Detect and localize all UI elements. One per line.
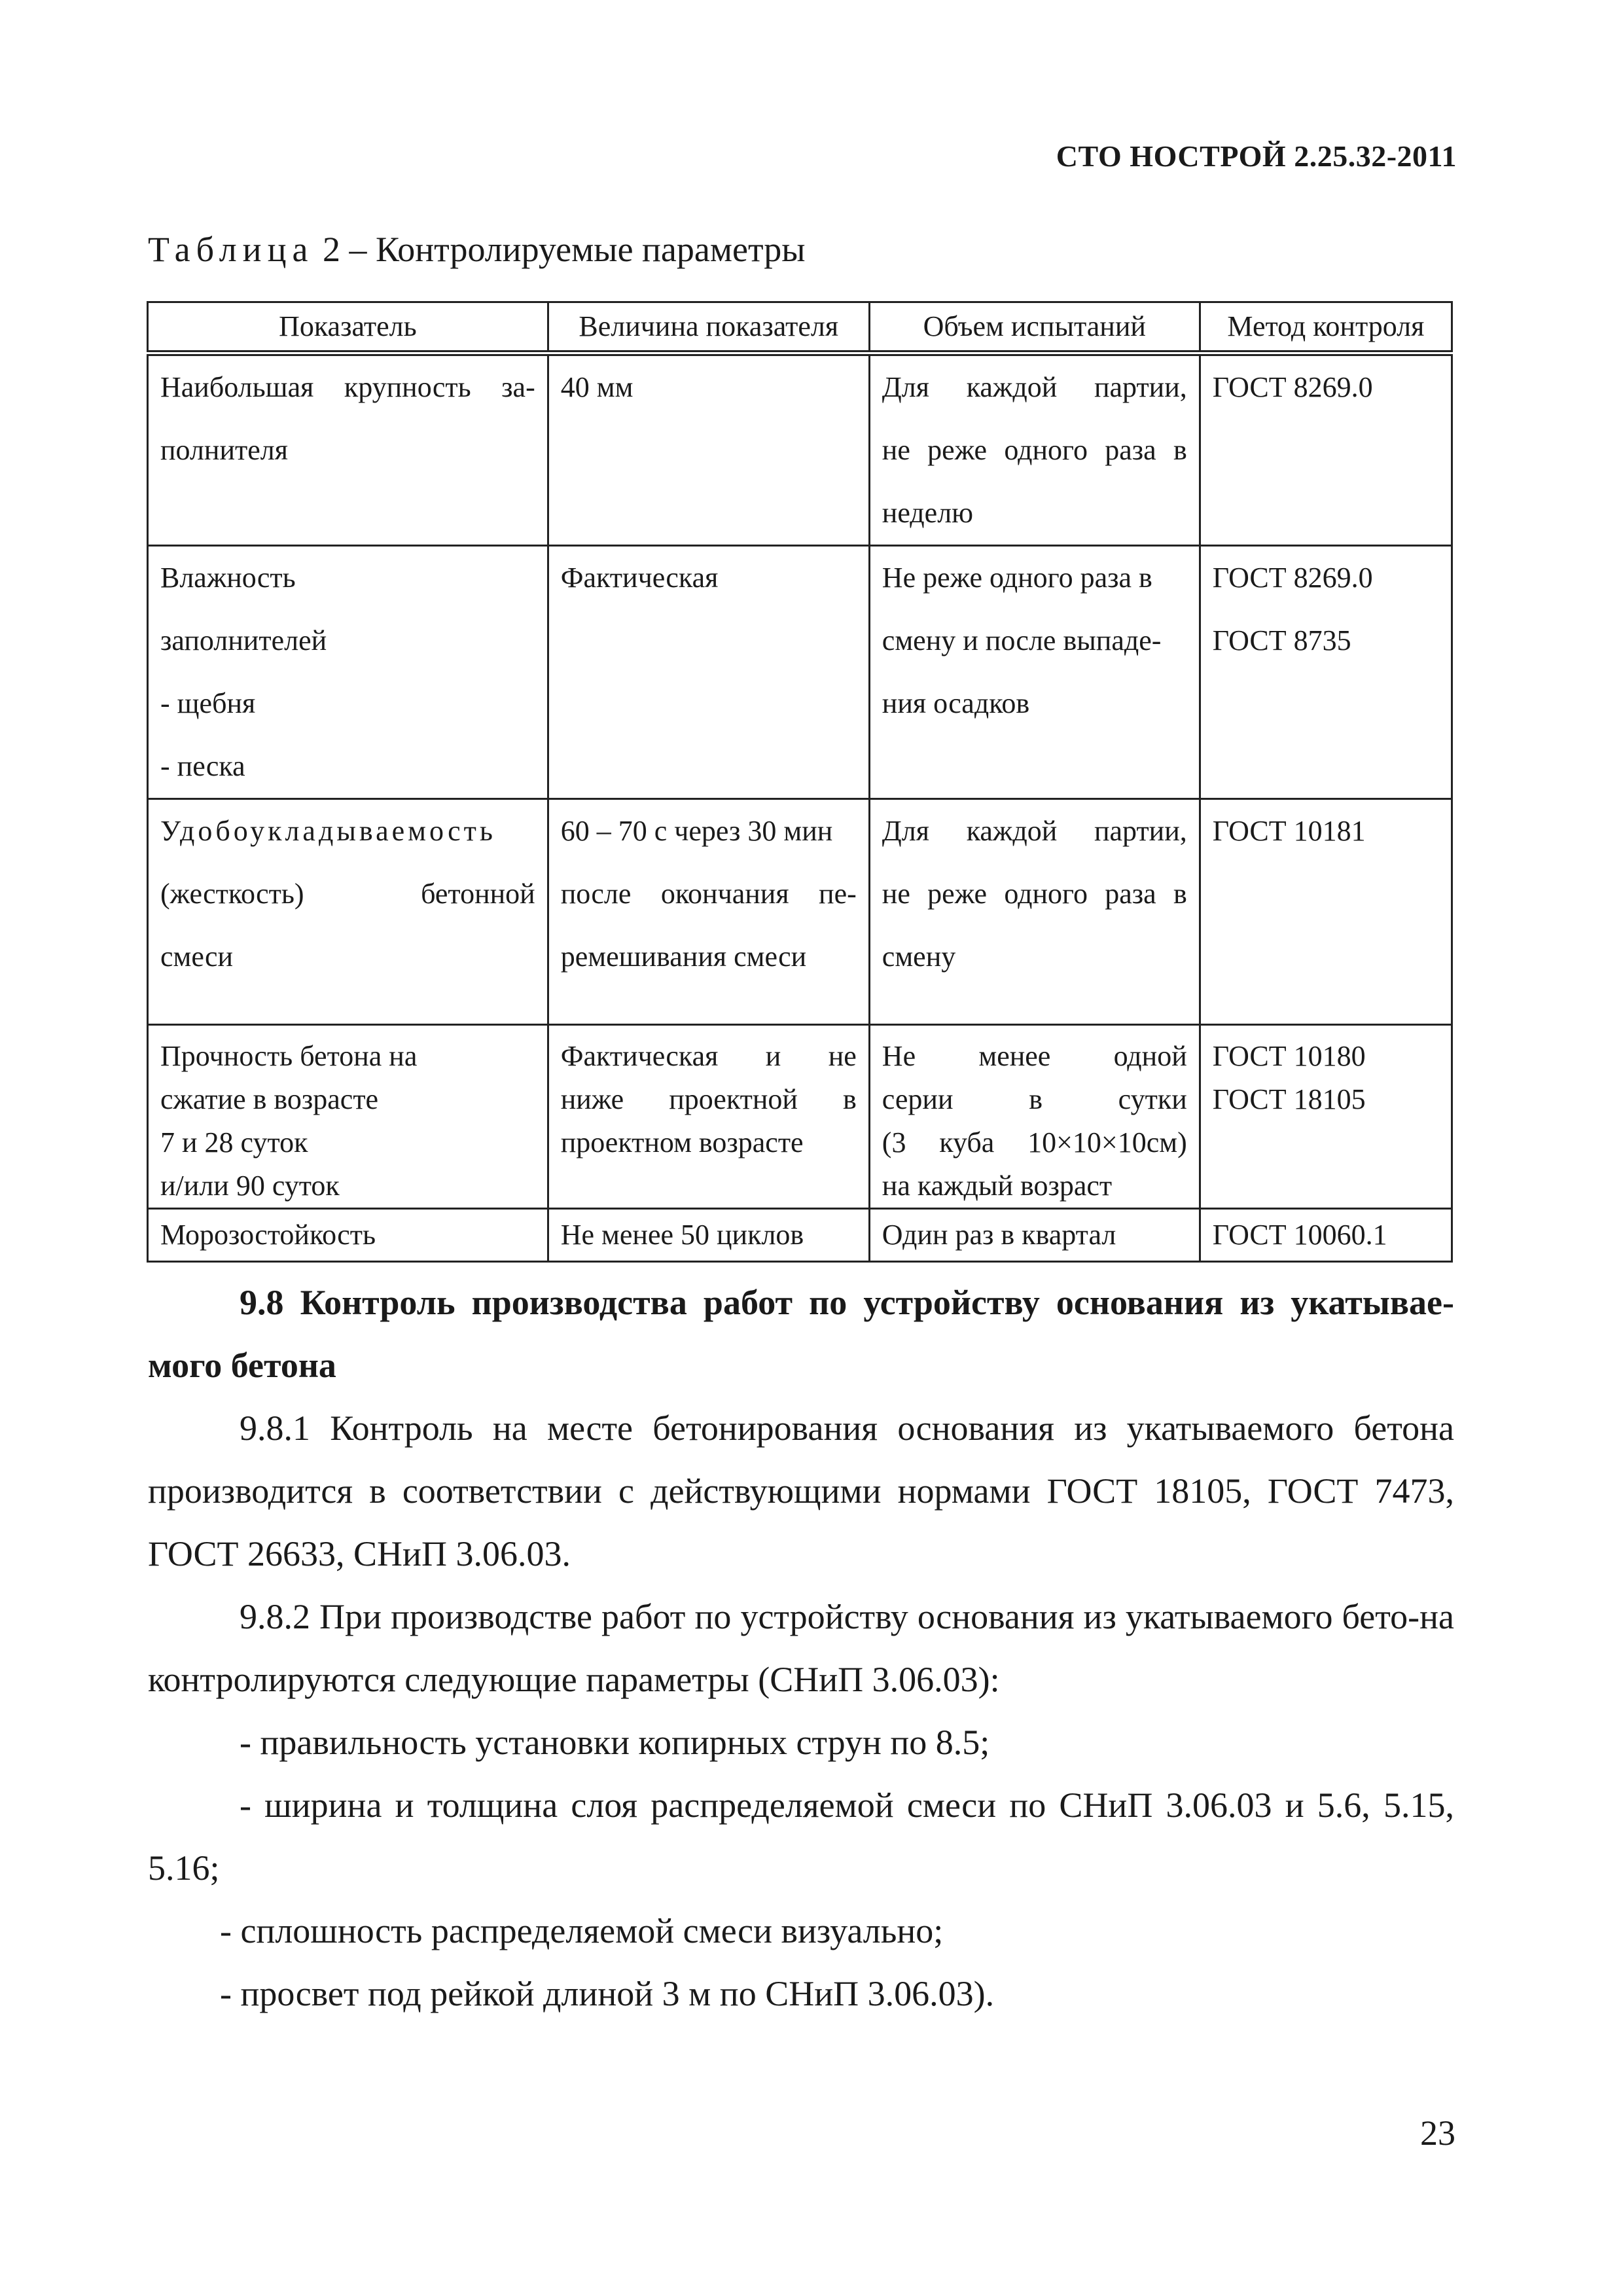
cell-line: Фактическая <box>560 562 719 594</box>
section-heading-line: мого бетона <box>148 1346 336 1385</box>
cell-value <box>548 1209 869 1262</box>
cell-line: Не менее одной <box>882 1040 1187 1072</box>
table-row <box>148 353 1452 546</box>
column-header-method: Метод контроля <box>1200 302 1452 353</box>
cell-line: Для каждой партии, <box>882 815 1187 847</box>
table-caption-number: 2 <box>322 230 340 269</box>
cell-line: ГОСТ 8269.0 <box>1212 371 1373 403</box>
column-header-volume: Объем испытаний <box>869 302 1200 353</box>
cell-line: ГОСТ 8735 <box>1212 624 1351 656</box>
list-item: - правильность установки копирных струн по 8.5; <box>240 1723 990 1762</box>
page-number: 23 <box>1420 2113 1455 2153</box>
cell-line: полнителя <box>160 434 288 466</box>
cell-line: ниже проектной в <box>560 1083 857 1115</box>
cell-line: не реже одного раза в <box>882 434 1187 466</box>
cell-method <box>1200 1025 1452 1209</box>
cell-volume <box>869 1025 1200 1209</box>
cell-line: ГОСТ 10060.1 <box>1212 1219 1387 1251</box>
controlled-parameters-table <box>147 301 1453 1263</box>
table-row <box>148 799 1452 1025</box>
cell-value <box>548 353 869 546</box>
cell-line: Наибольшая крупность за- <box>160 371 535 403</box>
cell-line: смену <box>882 941 956 973</box>
cell-line: Для каждой партии, <box>882 371 1187 403</box>
cell-line: заполнителей <box>160 624 327 656</box>
cell-line: проектном возрасте <box>560 1126 804 1158</box>
document-header: СТО НОСТРОЙ 2.25.32-2011 <box>1056 139 1457 173</box>
cell-method <box>1200 546 1452 799</box>
cell-line: Не менее 50 циклов <box>560 1219 804 1251</box>
cell-indicator <box>148 353 548 546</box>
table-caption-label: Таблица <box>148 230 314 269</box>
cell-indicator <box>148 1209 548 1262</box>
cell-line: на каждый возраст <box>882 1170 1113 1202</box>
table-row <box>148 1025 1452 1209</box>
list-item: - сплошность распределяемой смеси визуально; <box>220 1911 944 1950</box>
table-caption <box>148 229 806 270</box>
section-body <box>148 1397 1454 2025</box>
cell-volume <box>869 799 1200 1025</box>
table-row <box>148 546 1452 799</box>
cell-line: смеси <box>160 941 234 973</box>
cell-line: Фактическая и не <box>560 1040 857 1072</box>
cell-line: (жесткость) бетонной <box>160 878 535 910</box>
cell-line: 60 – 70 с через 30 мин <box>560 815 833 847</box>
cell-line: ГОСТ 10181 <box>1212 815 1366 847</box>
paragraph: 9.8.1 Контроль на месте бетонирования основания из укатываемого бетона производится в соответствии с действующими нормами ГОСТ 18105, ГОСТ 7473, ГОСТ 26633, СНиП 3.06.03. <box>148 1408 1454 1573</box>
cell-line: Удобоукладываемость <box>160 815 496 847</box>
cell-indicator <box>148 1025 548 1209</box>
cell-indicator <box>148 546 548 799</box>
list-item: - ширина и толщина слоя распределяемой смеси по СНиП 3.06.03 и 5.6, 5.15, 5.16; <box>148 1785 1454 1888</box>
cell-line: Не реже одного раза в <box>882 562 1152 594</box>
cell-method <box>1200 799 1452 1025</box>
cell-method <box>1200 1209 1452 1262</box>
cell-line: Один раз в квартал <box>882 1219 1116 1251</box>
column-header-indicator: Показатель <box>148 302 548 353</box>
cell-line: неделю <box>882 497 974 529</box>
cell-line: и/или 90 суток <box>160 1170 340 1202</box>
table-header-row <box>148 302 1452 353</box>
cell-line: сжатие в возрасте <box>160 1083 379 1115</box>
cell-line: серии в сутки <box>882 1083 1187 1115</box>
cell-line: - песка <box>160 750 245 782</box>
cell-value <box>548 1025 869 1209</box>
list-item: - просвет под рейкой длиной 3 м по СНиП 3.06.03). <box>220 1974 995 2013</box>
paragraph: 9.8.2 При производстве работ по устройству основания из укатываемого бето-на контролируются следующие параметры (СНиП 3.06.03): <box>148 1597 1454 1699</box>
column-header-value: Величина показателя <box>548 302 869 353</box>
cell-line: после окончания пе- <box>560 878 857 910</box>
table-caption-title: – Контролируемые параметры <box>349 230 806 269</box>
cell-line: (3 куба 10×10×10см) <box>882 1126 1187 1158</box>
cell-line: ГОСТ 10180 <box>1212 1040 1366 1072</box>
cell-value <box>548 546 869 799</box>
cell-line: Морозостойкость <box>160 1219 376 1251</box>
cell-line: ГОСТ 18105 <box>1212 1083 1366 1115</box>
cell-line: 7 и 28 суток <box>160 1126 308 1158</box>
cell-volume <box>869 546 1200 799</box>
cell-line: ремешивания смеси <box>560 941 807 973</box>
cell-volume <box>869 1209 1200 1262</box>
cell-line: - щебня <box>160 687 256 719</box>
table-row <box>148 1209 1452 1262</box>
cell-value <box>548 799 869 1025</box>
cell-method <box>1200 353 1452 546</box>
cell-line: 40 мм <box>560 371 633 403</box>
cell-line: ГОСТ 8269.0 <box>1212 562 1373 594</box>
section-heading <box>148 1271 1454 1397</box>
cell-line: ния осадков <box>882 687 1030 719</box>
cell-line: смену и после выпаде- <box>882 624 1162 656</box>
cell-line: Влажность <box>160 562 296 594</box>
cell-indicator <box>148 799 548 1025</box>
cell-line: Прочность бетона на <box>160 1040 418 1072</box>
section-heading-line: 9.8 Контроль производства работ по устройству основания из укатывае- <box>240 1283 1454 1322</box>
cell-volume <box>869 353 1200 546</box>
cell-line: не реже одного раза в <box>882 878 1187 910</box>
